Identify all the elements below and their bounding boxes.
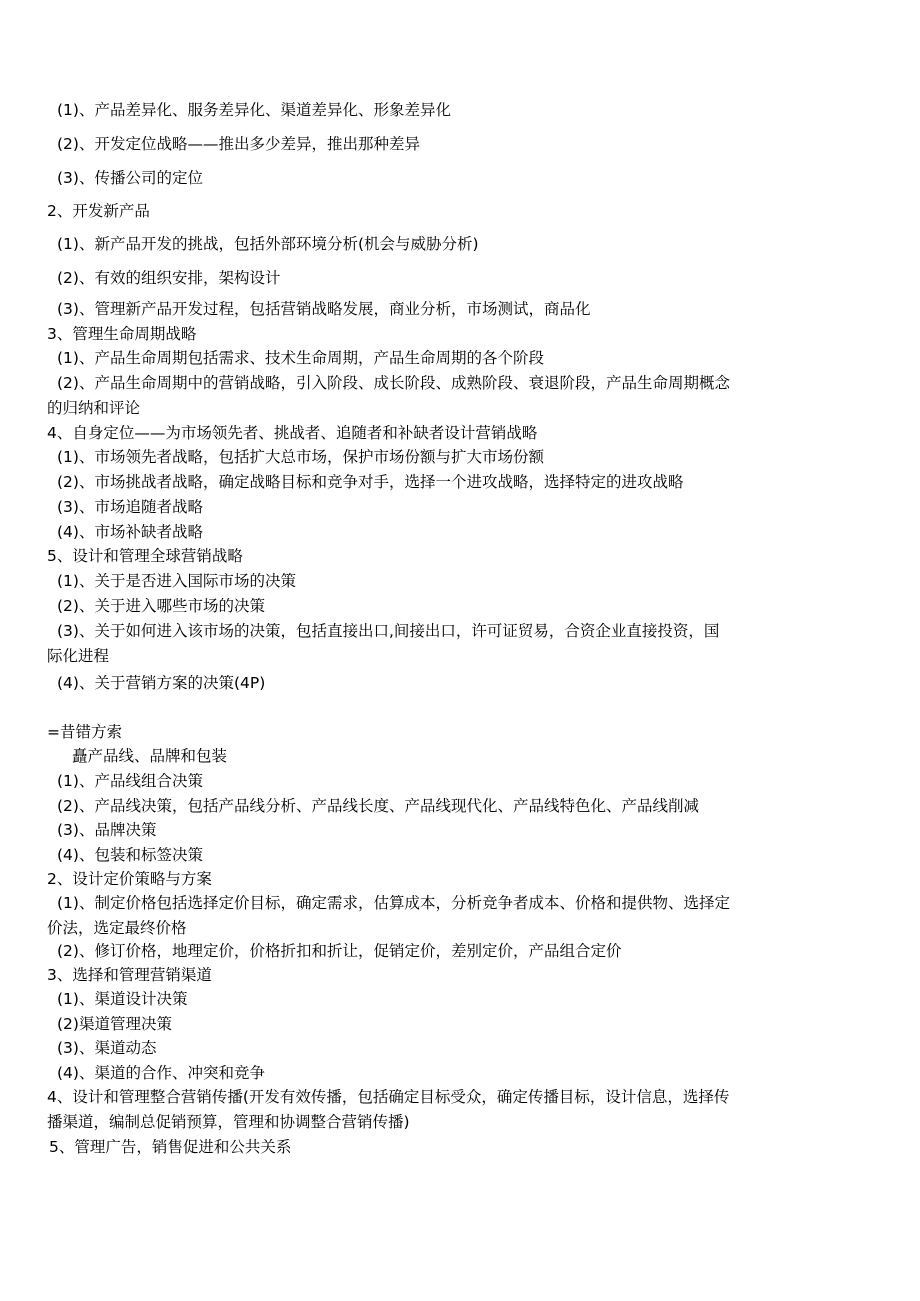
text-line: (1)、新产品开发的挑战，包括外部环境分析(机会与威胁分析) bbox=[57, 235, 479, 253]
text-line: (2)、开发定位战略——推出多少差异，推出那种差异 bbox=[57, 135, 420, 153]
text-line: (1)、制定价格包括选择定价目标，确定需求，估算成本，分析竞争者成本、价格和提供物、选择定 bbox=[57, 894, 730, 912]
text-line: (2)、有效的组织安排，架构设计 bbox=[57, 269, 281, 287]
text-line: (3)、市场追随者战略 bbox=[57, 498, 203, 516]
section-heading: =昔错方索 bbox=[47, 723, 122, 741]
section-heading: 4、设计和管理整合营销传播(开发有效传播，包括确定目标受众，确定传播目标，设计信息，选择传 bbox=[47, 1088, 730, 1106]
text-line: 的归纳和评论 bbox=[47, 399, 141, 417]
text-line: (1)、产品生命周期包括需求、技术生命周期，产品生命周期的各个阶段 bbox=[57, 349, 544, 367]
text-line: 价法，选定最终价格 bbox=[47, 919, 187, 937]
section-heading: 2、开发新产品 bbox=[47, 202, 150, 220]
section-heading: 5、管理广告，销售促进和公共关系 bbox=[49, 1138, 292, 1156]
text-line: (2)渠道管理决策 bbox=[57, 1015, 172, 1033]
text-line: (1)、关于是否进入国际市场的决策 bbox=[57, 572, 296, 590]
text-line: (2)、关于进入哪些市场的决策 bbox=[57, 597, 265, 615]
text-line: 播渠道，编制总促销预算，管理和协调整合营销传播) bbox=[47, 1113, 410, 1131]
text-line: 际化进程 bbox=[47, 647, 110, 665]
text-line: (1)、渠道设计决策 bbox=[57, 990, 188, 1008]
section-heading: 5、设计和管理全球营销战略 bbox=[47, 547, 243, 565]
text-line: (2)、修订价格，地理定价，价格折扣和折让，促销定价，差别定价，产品组合定价 bbox=[57, 942, 622, 960]
text-line: (3)、传播公司的定位 bbox=[57, 169, 203, 187]
section-heading: 3、选择和管理营销渠道 bbox=[47, 966, 212, 984]
text-line: (2)、市场挑战者战略，确定战略目标和竞争对手，选择一个进攻战略，选择特定的进攻战略 bbox=[57, 473, 684, 491]
section-heading: 矗产品线、品牌和包装 bbox=[72, 747, 228, 765]
text-line: (1)、产品差异化、服务差异化、渠道差异化、形象差异化 bbox=[57, 101, 451, 119]
section-heading: 2、设计定价策略与方案 bbox=[47, 870, 212, 888]
text-line: (3)、关于如何进入该市场的决策，包括直接出口,间接出口，许可证贸易，合资企业直接投资，国 bbox=[57, 622, 720, 640]
text-line: (3)、渠道动态 bbox=[57, 1039, 157, 1057]
text-line: (4)、关于营销方案的决策(4P) bbox=[57, 674, 266, 692]
text-line: (2)、产品线决策，包括产品线分析、产品线长度、产品线现代化、产品线特色化、产品线削减 bbox=[57, 797, 699, 815]
text-line: (4)、渠道的合作、冲突和竞争 bbox=[57, 1064, 265, 1082]
text-line: (1)、产品线组合决策 bbox=[57, 772, 203, 790]
section-heading: 3、管理生命周期战略 bbox=[47, 325, 197, 343]
text-line: (4)、市场补缺者战略 bbox=[57, 523, 203, 541]
text-line: (1)、市场领先者战略，包括扩大总市场，保护市场份额与扩大市场份额 bbox=[57, 448, 544, 466]
section-heading: 4、自身定位——为市场领先者、挑战者、追随者和补缺者设计营销战略 bbox=[47, 424, 538, 442]
text-line: (2)、产品生命周期中的营销战略，引入阶段、成长阶段、成熟阶段、衰退阶段，产品生命周期概念 bbox=[57, 374, 730, 392]
text-line: (4)、包装和标签决策 bbox=[57, 846, 203, 864]
text-line: (3)、品牌决策 bbox=[57, 821, 157, 839]
text-line: (3)、管理新产品开发过程，包括营销战略发展，商业分析，市场测试，商品化 bbox=[57, 300, 591, 318]
